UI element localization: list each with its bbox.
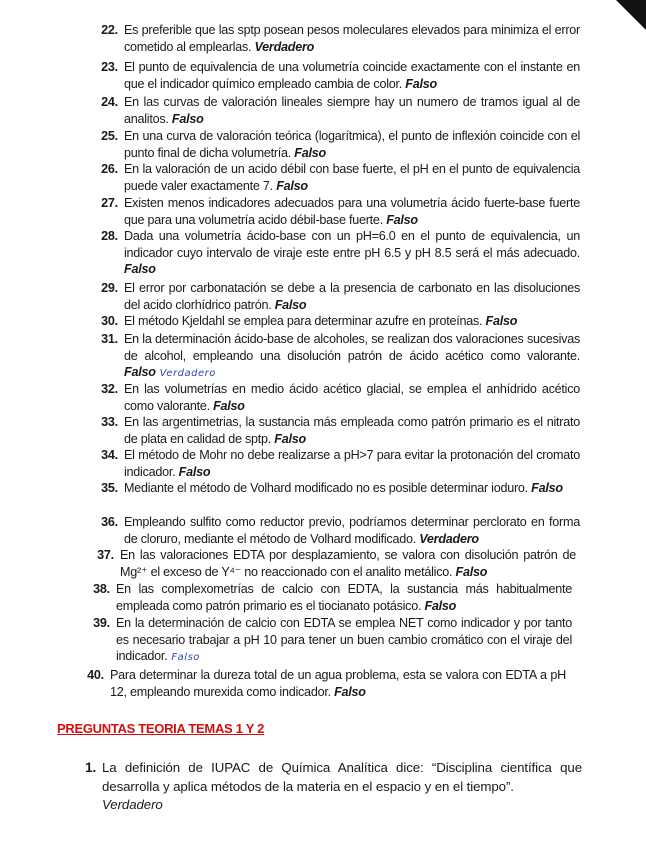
question-number: 1.: [85, 760, 96, 775]
question-number: 23.: [101, 60, 118, 74]
statement: En las valoraciones EDTA por desplazamiento, se valora con disolución patrón de Mg²⁺ el exceso de Y⁴⁻ no reaccionado con el analito metálico.: [120, 548, 576, 579]
question-text: [124, 161, 580, 194]
question-text: [102, 759, 582, 815]
question-text: [124, 414, 580, 447]
scan-corner-shadow: [616, 0, 646, 30]
question-text: [124, 22, 580, 55]
answer: Falso: [213, 398, 245, 413]
question-number: 28.: [101, 229, 118, 243]
question-text: [124, 280, 580, 313]
answer: Falso: [405, 76, 437, 91]
handwritten-correction: Verdadero: [159, 368, 216, 379]
question-number: 34.: [101, 448, 118, 462]
statement: En una curva de valoración teórica (logarítmica), el punto de inflexión coincide con el punto final de dicha volumetría.: [124, 129, 580, 160]
statement: En la determinación ácido-base de alcoholes, se realizan dos valoraciones sucesivas de alcohol, empleando una disolución patrón de ácido acético como valorante.: [124, 332, 580, 363]
question-text: [124, 94, 580, 127]
question-text: [124, 381, 580, 414]
answer: Verdadero: [419, 531, 479, 546]
question-text: [124, 195, 580, 228]
question-text: [124, 331, 580, 383]
question-number: 26.: [101, 162, 118, 176]
question-text: [110, 667, 566, 700]
answer: Falso: [124, 365, 156, 379]
answer: Falso: [171, 111, 204, 126]
statement: La definición de IUPAC de Química Analítica dice: “Disciplina científica que desarrolla y aplica métodos de la materia en el espacio y en el tiempo”.: [102, 760, 582, 794]
statement: En la valoración de un acido débil con base fuerte, el pH en el punto de equivalencia puede valer exactamente 7.: [124, 162, 580, 193]
question-number: 22.: [101, 23, 118, 37]
answer: Falso: [178, 464, 211, 479]
statement: En las curvas de valoración lineales siempre hay un numero de tramos igual al de analitos.: [124, 95, 580, 126]
statement: El método de Mohr no debe realizarse a pH>7 para evitar la protonación del cromato indicador.: [124, 448, 580, 479]
section-heading: PREGUNTAS TEORIA TEMAS 1 Y 2: [57, 721, 265, 736]
question-text: [124, 228, 580, 278]
statement: En las complexometrías de calcio con EDTA, la sustancia más habitualmente empleada como patrón primario es el tiocianato potásico.: [116, 582, 572, 613]
question-number: 24.: [101, 95, 118, 109]
statement: El error por carbonatación se debe a la presencia de carbonato en las disoluciones del acido clorhídrico patrón.: [124, 281, 580, 312]
question-number: 32.: [101, 382, 118, 396]
handwritten-answer: Falso: [171, 652, 200, 663]
answer: Falso: [424, 598, 457, 613]
question-number: 39.: [93, 616, 110, 630]
statement: El punto de equivalencia de una volumetría coincide exactamente con el instante en que el indicador químico empleado cambia de color.: [124, 60, 580, 91]
statement: Empleando sulfito como reductor previo, podríamos determinar perclorato en forma de cloruro, mediante el método de Volhard modificado.: [124, 515, 580, 546]
question-text: [124, 128, 580, 161]
question-number: 31.: [101, 332, 118, 346]
question-number: 25.: [101, 129, 118, 143]
question-text: [124, 514, 580, 547]
question-text: [116, 615, 572, 667]
question-number: 38.: [93, 582, 110, 596]
question-text: [124, 313, 580, 330]
statement: Es preferible que las sptp posean pesos moleculares elevados para minimiza el error cometido al emplearlas.: [124, 23, 580, 54]
answer: Falso: [485, 314, 518, 328]
statement: En las volumetrías en medio ácido acético glacial, se emplea el anhídrido acético como valorante.: [124, 382, 580, 413]
statement: Para determinar la dureza total de un agua problema, esta se valora con EDTA a pH 12, empleando murexida como indicador.: [110, 668, 566, 699]
statement: En la determinación de calcio con EDTA se emplea NET como indicador y por tanto es necesario trabajar a pH 10 para tener un buen cambio cromático con el viraje del indicador.: [116, 616, 572, 663]
answer: Falso: [124, 262, 156, 276]
statement: Mediante el método de Volhard modificado no es posible determinar ioduro.: [124, 481, 528, 495]
answer: Falso: [274, 431, 306, 446]
answer: Falso: [531, 481, 563, 495]
question-text: [124, 480, 580, 497]
answer: Falso: [334, 684, 366, 699]
question-number: 35.: [101, 481, 118, 495]
question-number: 37.: [97, 548, 114, 562]
answer: Falso: [276, 178, 308, 193]
question-text: [116, 581, 572, 614]
statement: Existen menos indicadores adecuados para una volumetría ácido fuerte-base fuerte que para una volumetría acido débil-base fuerte.: [124, 196, 580, 227]
question-number: 33.: [101, 415, 118, 429]
statement: En las argentimetrias, la sustancia más empleada como patrón primario es el nitrato de plata en calidad de sptp.: [124, 415, 580, 446]
question-number: 29.: [101, 281, 118, 295]
answer: Falso: [455, 564, 488, 579]
question-text: [124, 447, 580, 480]
answer: Verdadero: [254, 39, 315, 54]
answer: Falso: [386, 212, 418, 227]
question-number: 36.: [101, 515, 118, 529]
question-number: 30.: [101, 314, 118, 328]
answer: Falso: [274, 297, 307, 312]
question-number: 27.: [101, 196, 118, 210]
question-text: [120, 547, 576, 580]
question-number: 40.: [87, 668, 104, 682]
answer: Verdadero: [102, 797, 163, 812]
statement: Dada una volumetría ácido-base con un pH=6.0 en el punto de equivalencia, un indicador cuyo intervalo de viraje este entre pH 6.5 y pH 8.5 será el más adecuado.: [124, 229, 580, 260]
question-text: [124, 59, 580, 92]
answer: Falso: [294, 145, 326, 160]
statement: El método Kjeldahl se emplea para determinar azufre en proteínas.: [124, 314, 483, 328]
